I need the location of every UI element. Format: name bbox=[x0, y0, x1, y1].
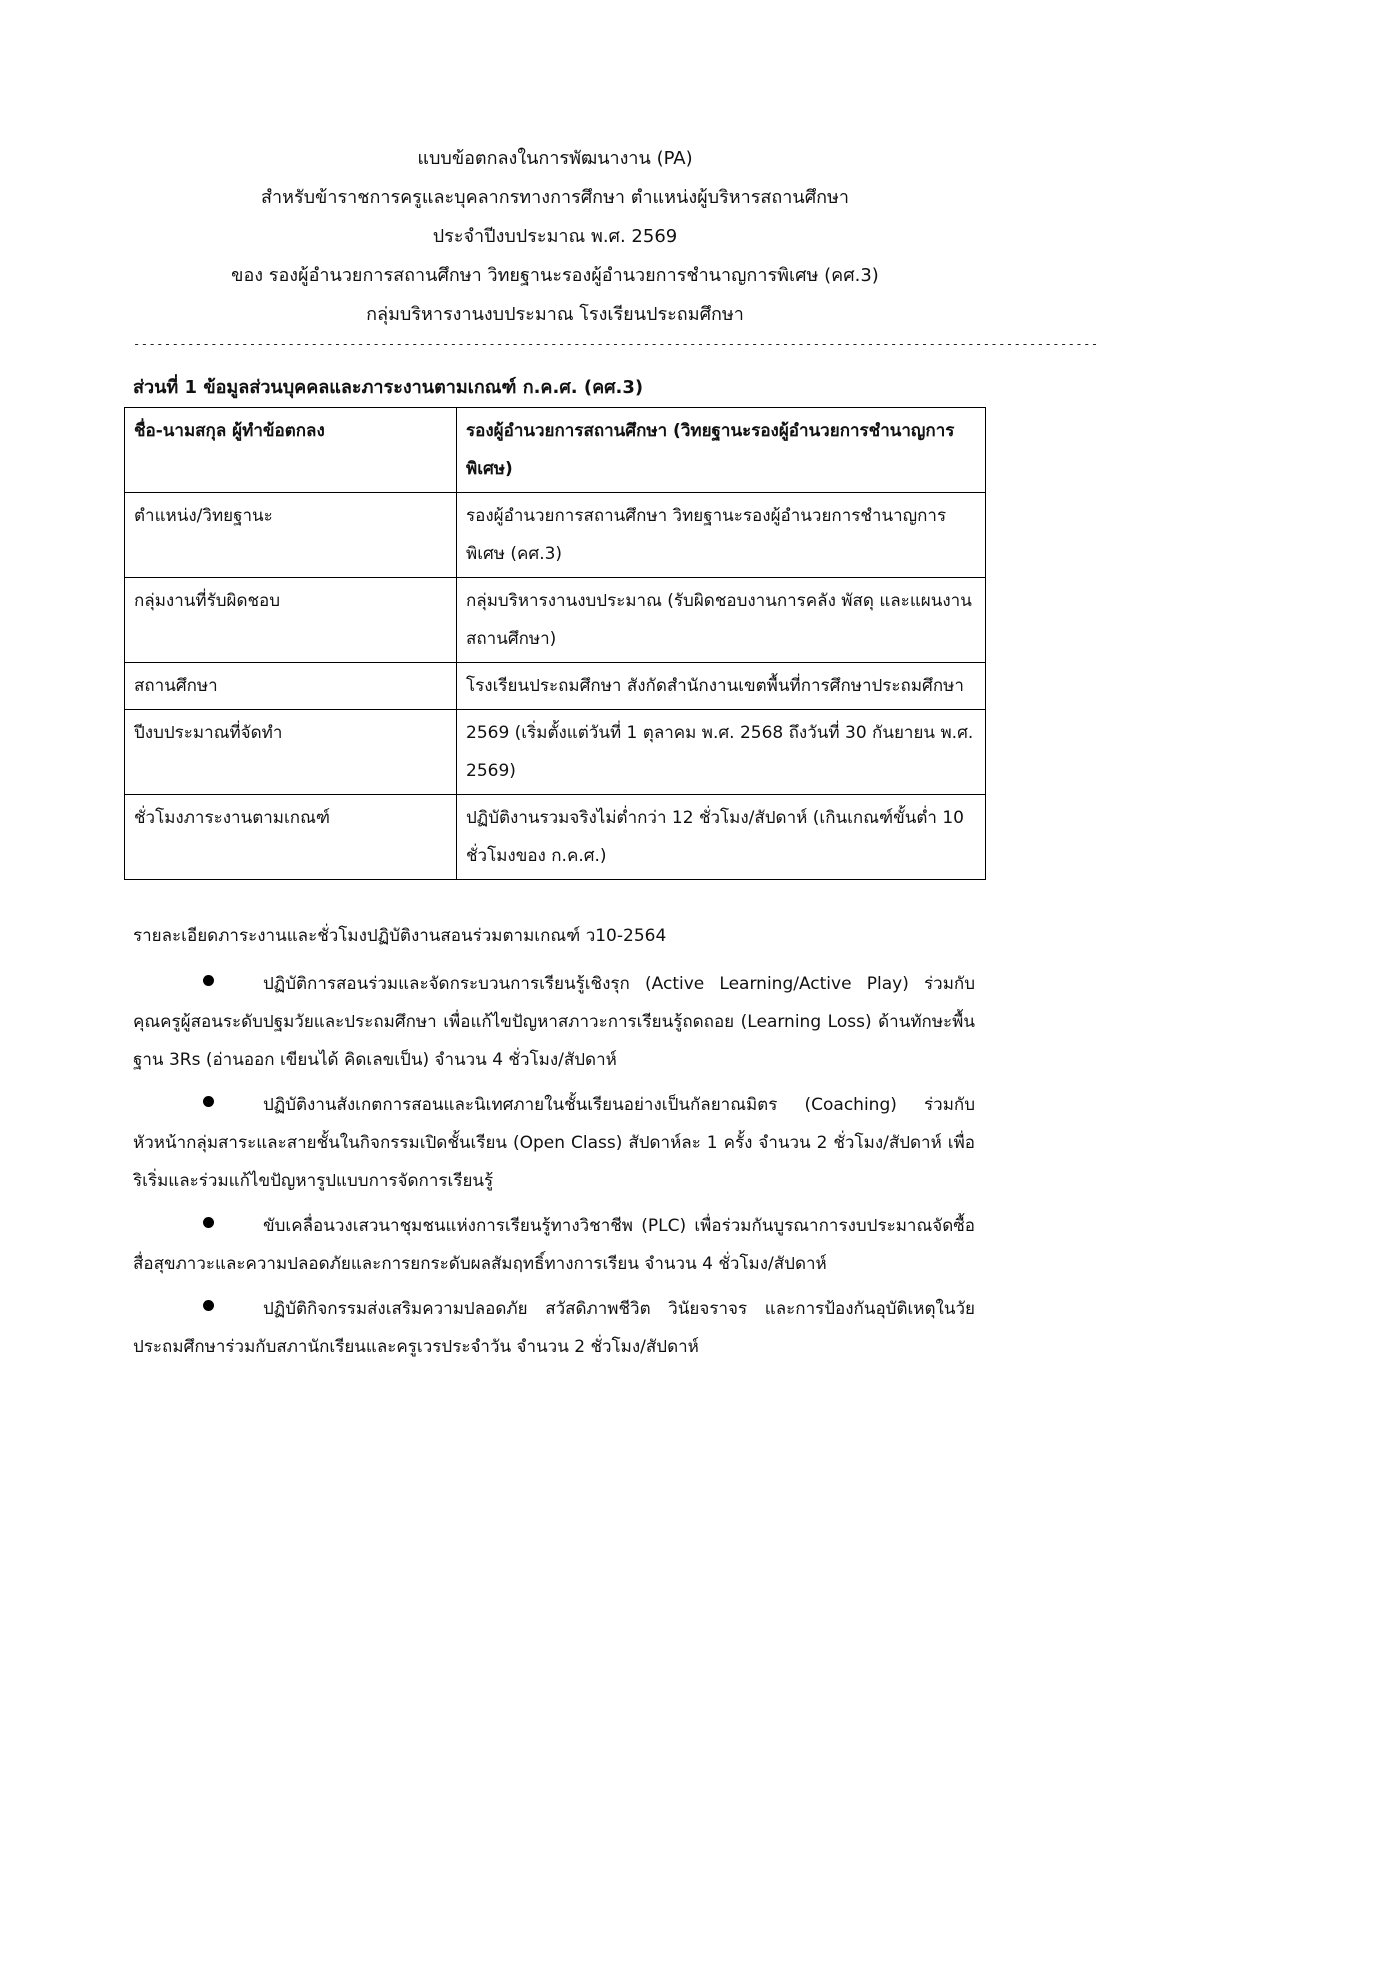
dashed-divider: ----------------------------------------------------------------------------------------------------------------------------- bbox=[133, 337, 1099, 351]
row-value: กลุ่มบริหารงานงบประมาณ (รับผิดชอบงานการคลัง พัสดุ และแผนงานสถานศึกษา) bbox=[457, 578, 986, 663]
row-label: สถานศึกษา bbox=[125, 663, 457, 710]
table-row bbox=[125, 663, 986, 710]
table-row bbox=[125, 578, 986, 663]
list-item-text: ขับเคลื่อนวงเสวนาชุมชนแห่งการเรียนรู้ทางวิชาชีพ (PLC) เพื่อร่วมกันบูรณาการงบประมาณจัดซื้อสื่อสุขภาวะและความปลอดภัยและการยกระดับผลสัมฤทธิ์ทางการเรียน จำนวน 4 ชั่วโมง/สัปดาห์ bbox=[133, 1216, 975, 1274]
bullet-icon bbox=[203, 975, 214, 986]
list-item-text: ปฏิบัติกิจกรรมส่งเสริมความปลอดภัย สวัสดิภาพชีวิต วินัยจราจร และการป้องกันอุบัติเหตุในวัยประถมศึกษาร่วมกับสภานักเรียนและครูเวรประจำวัน จำนวน 2 ชั่วโมง/สัปดาห์ bbox=[133, 1299, 975, 1357]
row-label: ชื่อ-นามสกุล ผู้ทำข้อตกลง bbox=[125, 408, 457, 493]
header-line-4: ของ รองผู้อำนวยการสถานศึกษา วิทยฐานะรองผู้อำนวยการชำนาญการพิเศษ (คศ.3) bbox=[231, 265, 879, 286]
table-row bbox=[125, 493, 986, 578]
table-row bbox=[125, 795, 986, 880]
row-label: ตำแหน่ง/วิทยฐานะ bbox=[125, 493, 457, 578]
bullet-icon bbox=[203, 1300, 214, 1311]
row-value: โรงเรียนประถมศึกษา สังกัดสำนักงานเขตพื้นที่การศึกษาประถมศึกษา bbox=[457, 663, 986, 710]
section-1-title: ส่วนที่ 1 ข้อมูลส่วนบุคคลและภาระงานตามเกณฑ์ ก.ค.ศ. (คศ.3) bbox=[133, 377, 644, 398]
list-item bbox=[133, 1207, 975, 1283]
header-line-1: แบบข้อตกลงในการพัฒนางาน (PA) bbox=[417, 148, 693, 169]
table-row bbox=[125, 710, 986, 795]
row-value: รองผู้อำนวยการสถานศึกษา (วิทยฐานะรองผู้อำนวยการชำนาญการพิเศษ) bbox=[457, 408, 986, 493]
personal-info-table bbox=[124, 407, 986, 880]
document-header bbox=[124, 139, 986, 334]
bullet-icon bbox=[203, 1217, 214, 1228]
row-value: ปฏิบัติงานรวมจริงไม่ต่ำกว่า 12 ชั่วโมง/สัปดาห์ (เกินเกณฑ์ขั้นต่ำ 10 ชั่วโมงของ ก.ค.ศ.) bbox=[457, 795, 986, 880]
header-line-5: กลุ่มบริหารงานงบประมาณ โรงเรียนประถมศึกษา bbox=[366, 304, 744, 325]
row-label: ปีงบประมาณที่จัดทำ bbox=[125, 710, 457, 795]
row-value: รองผู้อำนวยการสถานศึกษา วิทยฐานะรองผู้อำนวยการชำนาญการพิเศษ (คศ.3) bbox=[457, 493, 986, 578]
header-line-3: ประจำปีงบประมาณ พ.ศ. 2569 bbox=[432, 226, 678, 247]
table-row bbox=[125, 408, 986, 493]
list-item-text: ปฏิบัติงานสังเกตการสอนและนิเทศภายในชั้นเรียนอย่างเป็นกัลยาณมิตร (Coaching) ร่วมกับหัวหน้ากลุ่มสาระและสายชั้นในกิจกรรมเปิดชั้นเรียน (Open Class) สัปดาห์ละ 1 ครั้ง จำนวน 2 ชั่วโมง/สัปดาห์ เพื่อริเริ่มและร่วมแก้ไขปัญหารูปแบบการจัดการเรียนรู้ bbox=[133, 1095, 975, 1191]
list-item bbox=[133, 1086, 975, 1200]
details-title: รายละเอียดภาระงานและชั่วโมงปฏิบัติงานสอนร่วมตามเกณฑ์ ว10-2564 bbox=[133, 926, 667, 946]
list-item bbox=[133, 1290, 975, 1366]
row-value: 2569 (เริ่มตั้งแต่วันที่ 1 ตุลาคม พ.ศ. 2568 ถึงวันที่ 30 กันยายน พ.ศ. 2569) bbox=[457, 710, 986, 795]
workload-details bbox=[133, 965, 975, 1373]
bullet-icon bbox=[203, 1096, 214, 1107]
list-item-text: ปฏิบัติการสอนร่วมและจัดกระบวนการเรียนรู้เชิงรุก (Active Learning/Active Play) ร่วมกับคุณครูผู้สอนระดับปฐมวัยและประถมศึกษา เพื่อแก้ไขปัญหาสภาวะการเรียนรู้ถดถอย (Learning Loss) ด้านทักษะพื้นฐาน 3Rs (อ่านออก เขียนได้ คิดเลขเป็น) จำนวน 4 ชั่วโมง/สัปดาห์ bbox=[133, 974, 975, 1070]
row-label: กลุ่มงานที่รับผิดชอบ bbox=[125, 578, 457, 663]
row-label: ชั่วโมงภาระงานตามเกณฑ์ bbox=[125, 795, 457, 880]
list-item bbox=[133, 965, 975, 1079]
header-line-2: สำหรับข้าราชการครูและบุคลากรทางการศึกษา ตำแหน่งผู้บริหารสถานศึกษา bbox=[261, 187, 849, 208]
